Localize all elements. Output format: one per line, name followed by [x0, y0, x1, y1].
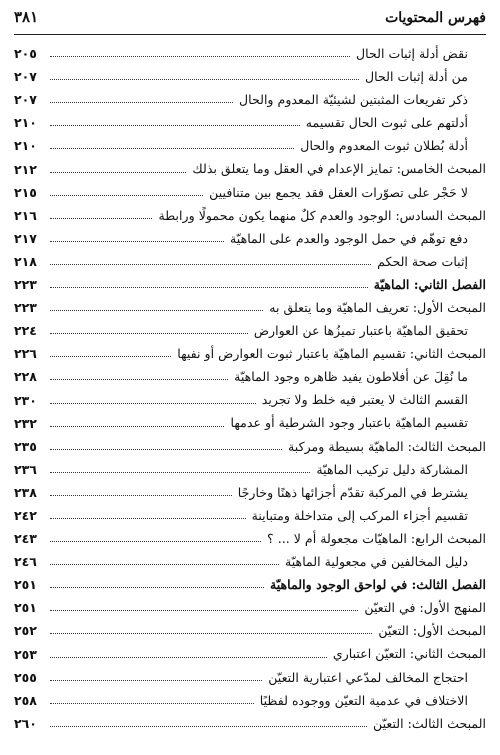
dot-leader: [50, 587, 264, 588]
toc-entry-title: يشترط في المركبة تقدّم أجزائها ذهنًا وخارجًا: [237, 484, 468, 500]
dot-leader: [50, 541, 261, 542]
dot-leader: [50, 726, 367, 727]
toc-entry: [14, 246, 486, 269]
toc-entry-page: ٢١٢: [14, 161, 37, 177]
toc-entry-title: تحقيق الماهيّة باعتبار تميزُها عن العوارض: [253, 323, 468, 339]
dot-leader: [50, 495, 232, 496]
dot-leader: [50, 564, 279, 565]
dot-leader: [50, 472, 310, 473]
dot-leader: [50, 356, 171, 357]
toc-entry-title: من أدلة إثبات الحال: [365, 69, 468, 85]
toc-entry: [14, 569, 486, 592]
toc-entry-page: ٢٣٠: [14, 392, 37, 408]
dot-leader: [50, 379, 228, 380]
dot-leader: [50, 680, 262, 681]
toc-entry: [14, 200, 486, 223]
toc-entry: [14, 708, 486, 731]
toc-entry: [14, 592, 486, 615]
toc-entry: [14, 177, 486, 200]
toc-entry: [14, 523, 486, 546]
dot-leader: [50, 403, 256, 404]
toc-entry-title: المشاركة دليل تركيب الماهيّة: [316, 461, 468, 477]
toc-entry-title: القسم الثالث لا يعتبر فيه خلط ولا تجريد: [261, 392, 468, 408]
toc-entry-page: ٢٠٥: [14, 46, 37, 62]
toc-entry-title: الاختلاف في عدمية التعيّن ووجوده لفظيًا: [259, 692, 468, 708]
toc-entry-title: ذكر تفريعات المثبتين لشيئيّة المعدوم والحال: [238, 92, 468, 108]
toc-entry-page: ٢٥٥: [14, 669, 37, 685]
toc-entry-title: المبحث الأول: تعريف الماهيّة وما يتعلق به: [269, 300, 486, 316]
toc-entry-title: لا حَجْر على تصوّرات العقل فقد يجمع بين متنافيين: [209, 184, 468, 200]
toc-entry-page: ٢١٨: [14, 253, 37, 269]
toc-entry-page: ٢٣٢: [14, 415, 37, 431]
toc-entry-page: ٢٥١: [14, 600, 37, 616]
header-rule: [14, 34, 486, 35]
toc-entry-title: تقسيم الماهيّة باعتبار وجود الشرطية أو عدمها: [230, 415, 468, 431]
toc-entry: [14, 546, 486, 569]
dot-leader: [50, 195, 203, 196]
toc-entry: [14, 638, 486, 661]
dot-leader: [50, 610, 358, 611]
toc-entry-title: الفصل الثالث: في لواحق الوجود والماهيّة: [269, 577, 486, 593]
toc-entry-page: ٢٥٢: [14, 623, 37, 639]
dot-leader: [50, 264, 371, 265]
toc-entry: [14, 315, 486, 338]
toc-entry-title: المبحث الثاني: تقسيم الماهيّة باعتبار ثبوت العوارض أو نفيها: [177, 346, 486, 362]
toc-entry-title: المبحث السادس: الوجود والعدم كلٌ منهما يكون محمولًا ورابطة: [158, 207, 486, 223]
dot-leader: [50, 657, 327, 658]
toc-entry-title: المبحث الخامس: تمايز الإعدام في العقل وما يتعلق بذلك: [192, 161, 486, 177]
toc-entry-title: ما نُقِلَ عن أفلاطون يفيد ظاهره وجود الماهيّة: [234, 369, 468, 385]
toc-entry-title: تقسيم أجزاء المركب إلى متداخلة ومتباينة: [251, 507, 468, 523]
toc-entry-title: أدلة بُطلان ثبوت المعدوم والحال: [300, 138, 468, 154]
toc-entry-title: المبحث الثالث: التعيّن: [373, 715, 486, 731]
toc-entry: [14, 431, 486, 454]
dot-leader: [50, 218, 152, 219]
toc-entry-page: ٢٥١: [14, 577, 37, 593]
toc-entry-page: ٢٣٥: [14, 438, 37, 454]
toc-entry-page: ٢٣٨: [14, 484, 37, 500]
toc-entry-title: أدلتهم على ثبوت الحال تقسيمه: [305, 115, 468, 131]
dot-leader: [50, 449, 282, 450]
toc-entry: [14, 130, 486, 153]
dot-leader: [50, 633, 372, 634]
dot-leader: [50, 148, 294, 149]
toc-entry: [14, 107, 486, 130]
toc-entry-page: ٢٢٣: [14, 277, 37, 293]
toc-entry-title: المبحث الأول: التعيّن: [378, 623, 486, 639]
toc-entry-title: احتجاج المخالف لمدّعي اعتبارية التعيّن: [268, 669, 468, 685]
toc-entry: [14, 269, 486, 292]
toc-entry: [14, 408, 486, 431]
toc-entry-title: الفصل الثاني: الماهيّة: [373, 276, 486, 292]
page-number: ٣٨١: [14, 8, 39, 26]
dot-leader: [50, 172, 186, 173]
dot-leader: [50, 125, 300, 126]
toc-entry: [14, 615, 486, 638]
toc-entry-page: ٢٢٦: [14, 346, 37, 362]
toc-entry-page: ٢٤٦: [14, 554, 37, 570]
toc-entry-title: المبحث الثاني: التعيّن اعتباري: [332, 646, 486, 662]
dot-leader: [50, 518, 246, 519]
toc-entry-title: نقض أدلة إثبات الحال: [356, 45, 468, 61]
toc-entry: [14, 61, 486, 84]
toc-entry: [14, 384, 486, 407]
toc-entry: [14, 500, 486, 523]
dot-leader: [50, 287, 368, 288]
toc-entry: [14, 477, 486, 500]
dot-leader: [50, 102, 233, 103]
toc-entry-page: ٢١٧: [14, 230, 37, 246]
toc-entry-title: المبحث الرابع: الماهيّات مجعولة أم لا ... ؟: [267, 530, 486, 546]
toc-entry-page: ٢٠٧: [14, 92, 37, 108]
toc-entry-page: ٢٥٨: [14, 692, 37, 708]
toc-entry-page: ٢٠٧: [14, 69, 37, 85]
toc-entry: [14, 454, 486, 477]
toc-entry: [14, 292, 486, 315]
toc-entry-page: ٢١٠: [14, 138, 37, 154]
dot-leader: [50, 310, 263, 311]
toc-entry-title: إثبات صحة الحكم: [377, 253, 468, 269]
toc-entry-page: ٢٢٣: [14, 300, 37, 316]
toc-entry: [14, 84, 486, 107]
dot-leader: [50, 333, 248, 334]
toc-entry: [14, 223, 486, 246]
page-title: فهرس المحتويات: [385, 10, 486, 26]
toc-entry: [14, 361, 486, 384]
toc-entry-page: ٢٢٨: [14, 369, 37, 385]
toc-entry-page: ٢٢٤: [14, 323, 37, 339]
dot-leader: [50, 426, 224, 427]
toc-entry-title: دليل المخالفين في مجعولية الماهيّة: [285, 554, 468, 570]
dot-leader: [50, 56, 350, 57]
toc-entry-page: ٢٤٢: [14, 507, 37, 523]
toc-entry: [14, 338, 486, 361]
page-header: [14, 8, 486, 30]
toc-entry-page: ٢١٥: [14, 184, 37, 200]
toc-entry-title: المبحث الثالث: الماهيّة بسيطة ومركبة: [288, 438, 486, 454]
dot-leader: [50, 703, 254, 704]
toc-entry: [14, 153, 486, 176]
dot-leader: [50, 79, 359, 80]
toc-list: [14, 38, 486, 731]
toc-entry-page: ٢١٦: [14, 207, 37, 223]
toc-entry: [14, 38, 486, 61]
toc-entry-title: دفع توهّم في حمل الوجود والعدم على الماهيّة: [230, 230, 468, 246]
toc-entry-page: ٢١٠: [14, 115, 37, 131]
dot-leader: [50, 241, 224, 242]
toc-entry: [14, 685, 486, 708]
toc-entry-page: ٢٤٣: [14, 531, 37, 547]
toc-entry-title: المنهج الأول: في التعيّن: [364, 600, 486, 616]
toc-entry-page: ٢٣٦: [14, 461, 37, 477]
toc-entry-page: ٢٥٣: [14, 646, 37, 662]
toc-entry-page: ٢٦٠: [14, 715, 37, 731]
toc-entry: [14, 662, 486, 685]
